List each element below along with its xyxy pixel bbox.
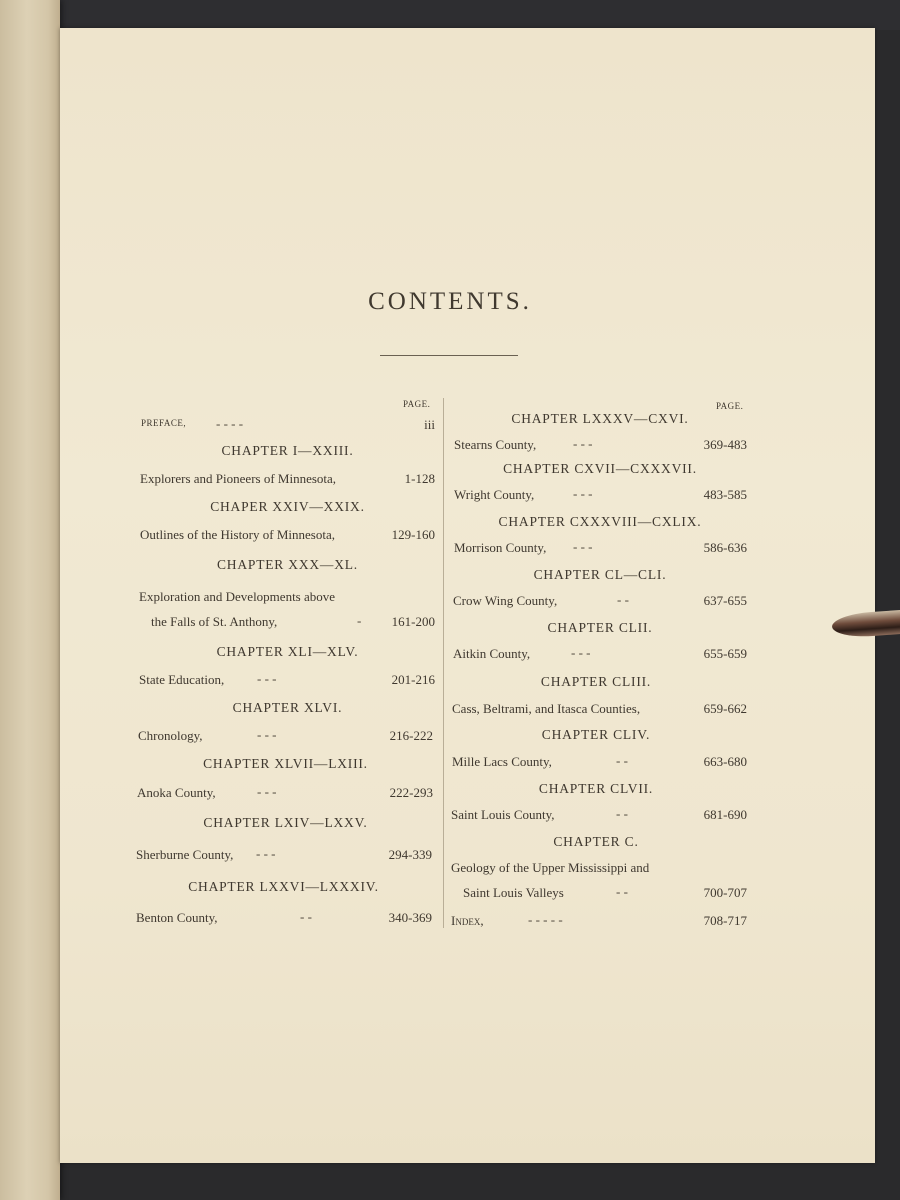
left-chapter-8-heading: CHAPTER LXXVI—LXXXIV. [188, 879, 379, 894]
right-chapter-2-leader: - - - [573, 486, 593, 501]
right-chapter-5-page: 655-659 [703, 646, 747, 661]
left-chapter-5-title: Chronology, [138, 728, 203, 743]
index-leader: - - - - - [528, 912, 563, 927]
right-chapter-8-title: Saint Louis County, [451, 807, 555, 822]
right-chapter-9-leader: - - [616, 884, 628, 899]
left-chapter-4-page: 201-216 [391, 672, 435, 687]
right-chapter-4-title: Crow Wing County, [453, 593, 558, 608]
backdrop [0, 0, 900, 30]
left-chapter-7-leader: - - - [256, 846, 276, 861]
right-chapter-6-heading: CHAPTER CLIII. [540, 674, 652, 689]
left-chapter-4-leader: - - - [257, 671, 277, 686]
left-chapter-8-title: Benton County, [136, 910, 218, 925]
right-chapter-7-leader: - - [616, 753, 628, 768]
right-chapter-5-leader: - - - [571, 645, 591, 660]
index-page: 708-717 [703, 913, 747, 928]
left-chapter-3-heading: CHAPTER XXX—XL. [216, 557, 358, 572]
left-chapter-7-title: Sherburne County, [136, 847, 234, 862]
right-chapter-7-page: 663-680 [703, 754, 747, 769]
right-chapter-4-page: 637-655 [703, 593, 747, 608]
right-chapter-2-title: Wright County, [454, 487, 535, 502]
left-chapter-3-title-line2: the Falls of St. Anthony, [151, 614, 278, 629]
right-chapter-9-title-line2: Saint Louis Valleys [463, 885, 564, 900]
page-title: CONTENTS. [368, 288, 532, 315]
left-chapter-6-heading: CHAPTER XLVII—LXIII. [203, 756, 368, 771]
left-chapter-6-title: Anoka County, [137, 785, 216, 800]
right-chapter-9-heading: CHAPTER C. [553, 834, 639, 849]
left-chapter-6-leader: - - - [257, 784, 277, 799]
right-chapter-8-page: 681-690 [703, 807, 747, 822]
right-chapter-9-title-line1: Geology of the Upper Mississippi and [451, 860, 650, 875]
right-chapter-1-heading: CHAPTER LXXXV—CXVI. [511, 411, 689, 426]
left-chapter-4-title: State Education, [139, 672, 225, 687]
right-chapter-6-page: 659-662 [703, 701, 747, 716]
left-chapter-5-heading: CHAPTER XLVI. [232, 700, 343, 715]
left-chapter-2-page: 129-160 [391, 527, 435, 542]
right-chapter-2-page: 483-585 [703, 487, 747, 502]
preface-leader: - - - - [216, 416, 244, 431]
column-divider [443, 398, 444, 928]
left-chapter-2-title: Outlines of the History of Minnesota, [140, 527, 335, 542]
right-chapter-5-heading: CHAPTER CLII. [547, 620, 653, 635]
right-chapter-3-heading: CHAPTER CXXXVIII—CXLIX. [498, 514, 702, 529]
right-chapter-4-leader: - - [617, 592, 629, 607]
preface-page: iii [424, 417, 435, 432]
right-chapter-2-heading: CHAPTER CXVII—CXXXVII. [503, 461, 697, 476]
right-chapter-3-page: 586-636 [703, 540, 747, 555]
right-chapter-6-title: Cass, Beltrami, and Itasca Counties, [452, 701, 641, 716]
left-chapter-1-heading: CHAPTER I—XXIII. [221, 443, 354, 458]
left-chapter-3-page: 161-200 [391, 614, 435, 629]
preface-label: PREFACE, [141, 418, 187, 428]
right-chapter-9-page: 700-707 [703, 885, 747, 900]
left-chapter-5-page: 216-222 [389, 728, 433, 743]
right-chapter-3-title: Morrison County, [454, 540, 547, 555]
left-chapter-5-leader: - - - [257, 727, 277, 742]
facing-page-edge [0, 0, 60, 1200]
right-chapter-7-title: Mille Lacs County, [452, 754, 552, 769]
right-chapter-1-page: 369-483 [703, 437, 747, 452]
left-chapter-3-title-line1: Exploration and Developments above [139, 589, 336, 604]
left-page-header: PAGE. [403, 399, 431, 409]
left-chapter-4-heading: CHAPTER XLI—XLV. [216, 644, 359, 659]
left-chapter-3-leader: - [357, 613, 362, 628]
right-chapter-3-leader: - - - [573, 539, 593, 554]
left-chapter-2-heading: CHAPER XXIV—XXIX. [210, 499, 365, 514]
left-chapter-8-page: 340-369 [388, 910, 432, 925]
right-chapter-1-leader: - - - [573, 436, 593, 451]
right-chapter-1-title: Stearns County, [454, 437, 537, 452]
right-chapter-4-heading: CHAPTER CL—CLI. [533, 567, 667, 582]
left-chapter-1-title: Explorers and Pioneers of Minnesota, [140, 471, 337, 486]
right-chapter-7-heading: CHAPTER CLIV. [541, 727, 651, 742]
left-chapter-8-leader: - - [300, 909, 312, 924]
right-chapter-5-title: Aitkin County, [453, 646, 531, 661]
right-chapter-8-heading: CHAPTER CLVII. [538, 781, 654, 796]
left-chapter-1-page: 1-128 [404, 471, 435, 486]
left-chapter-7-page: 294-339 [388, 847, 432, 862]
title-rule [380, 355, 518, 356]
right-chapter-8-leader: - - [616, 806, 628, 821]
index-label: Index, [451, 913, 484, 928]
left-chapter-6-page: 222-293 [389, 785, 433, 800]
left-chapter-7-heading: CHAPTER LXIV—LXXV. [203, 815, 368, 830]
right-page-header: PAGE. [716, 401, 744, 411]
